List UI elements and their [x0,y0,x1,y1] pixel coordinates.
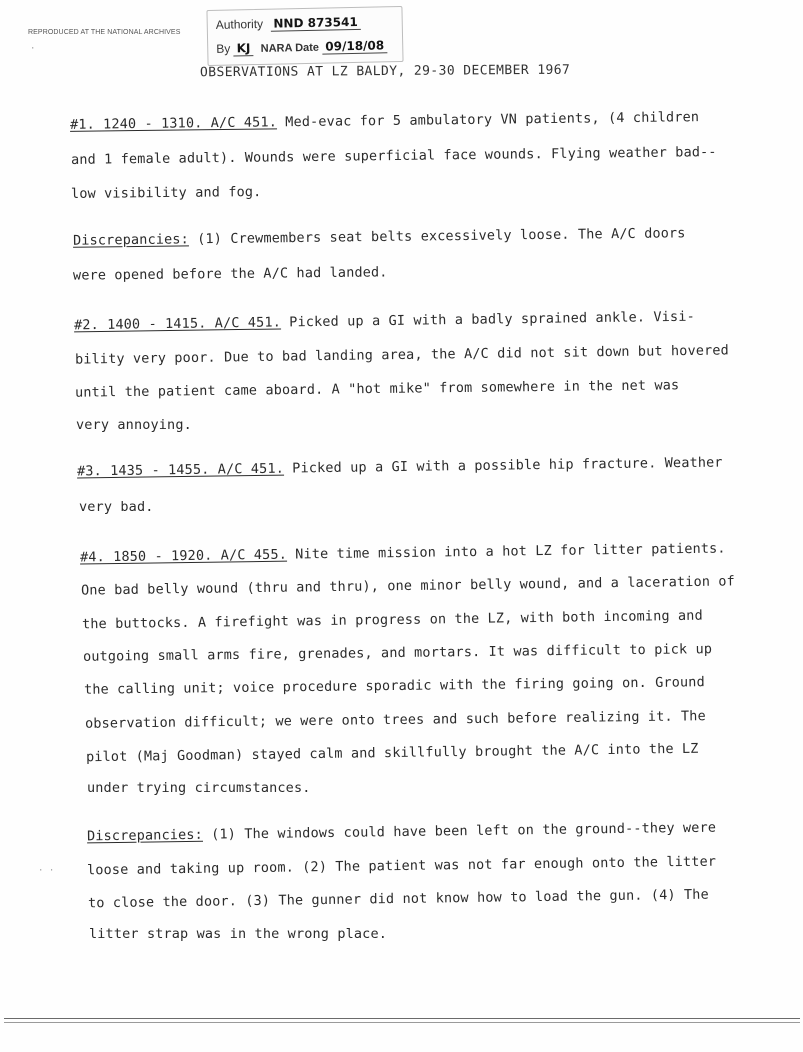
by-label: By [216,41,231,56]
entry-1-line-3: low visibility and fog. [70,184,262,202]
entry-4-line-1 [80,540,726,565]
entry-2-heading: #2. 1400 - 1415. A/C 451. [73,314,282,334]
discrepancies-4-line-2: loose and taking up room. (2) The patient was not far enough onto the litter [86,853,717,879]
discrepancies-1-line-1 [73,225,686,248]
scan-speck: · · [38,866,55,876]
archive-reproduction-label: REPRODUCED AT THE NATIONAL ARCHIVES [28,29,181,36]
by-date-row [216,38,387,57]
entry-4-heading: #4. 1850 - 1920. A/C 455. [79,546,288,566]
entry-2-line-1 [74,309,695,334]
entry-3-text: Picked up a GI with a possible hip fracture. Weather [292,454,723,477]
entry-2-line-2: bility very poor. Due to bad landing area, the A/C did not sit down but hovered [74,342,730,368]
entry-4-line-6: observation difficult; we were onto trees and such before realizing it. The [84,708,706,732]
nara-date-value: 09/18/08 [322,38,387,54]
scan-speck: · [30,44,36,54]
entry-2-text: Picked up a GI with a badly sprained ankle. Visi- [289,308,695,331]
entry-3-heading: #3. 1435 - 1455. A/C 451. [76,460,285,480]
entry-4-text: Nite time mission into a hot LZ for litter patients. [295,540,726,563]
nara-date-label: NARA Date [260,41,320,55]
authority-row [216,15,361,33]
discrepancies-4-line-1 [87,820,716,845]
entry-4-line-3: the buttocks. A firefight was in progress on the LZ, with both incoming and [81,607,703,633]
discrepancies-4-line-4: litter strap was in the wrong place. [89,926,387,942]
authority-label: Authority [215,16,264,32]
discrepancies-1-text: (1) Crewmembers seat belts excessively loose. The A/C doors [197,225,686,248]
discrepancies-1-heading: Discrepancies: [72,231,190,249]
entry-3-line-2: very bad. [79,499,154,515]
authority-value: NND 873541 [270,15,361,32]
entry-4-line-5: the calling unit; voice procedure sporadic with the firing going on. Ground [83,674,705,698]
entry-2-line-3: until the patient came aboard. A "hot mike" from somewhere in the net was [74,377,680,401]
entry-1-text: Med-evac for 5 ambulatory VN patients, (4 children [285,109,700,131]
entry-1-heading: #1. 1240 - 1310. A/C 451. [69,114,278,133]
declassification-stamp [206,6,403,66]
entry-2-line-4: very annoying. [76,417,192,433]
scan-edge-line [4,1022,800,1023]
entry-4-line-4: outgoing small arms fire, grenades, and mortars. It was difficult to pick up [82,641,713,665]
scan-edge-line [4,1018,800,1019]
entry-4-line-7: pilot (Maj Goodman) stayed calm and skillfully brought the A/C into the LZ [85,740,699,766]
discrepancies-4-heading: Discrepancies: [86,826,204,845]
entry-4-line-2: One bad belly wound (thru and thru), one minor belly wound, and a laceration of [80,573,736,599]
discrepancies-4-text: (1) The windows could have been left on the ground--they were [211,819,717,843]
entry-4-line-8: under trying circumstances. [87,780,311,796]
entry-1-line-1 [70,109,699,133]
discrepancies-4-line-3: to close the door. (3) The gunner did not know how to load the gun. (4) The [87,886,709,912]
document-title: OBSERVATIONS AT LZ BALDY, 29-30 DECEMBER 1967 [199,62,571,81]
entry-3-line-1 [77,454,723,479]
by-value: KJ [233,41,253,56]
discrepancies-1-line-2: were opened before the A/C had landed. [72,264,388,284]
entry-1-line-2: and 1 female adult). Wounds were superficial face wounds. Flying weather bad-- [70,144,717,168]
